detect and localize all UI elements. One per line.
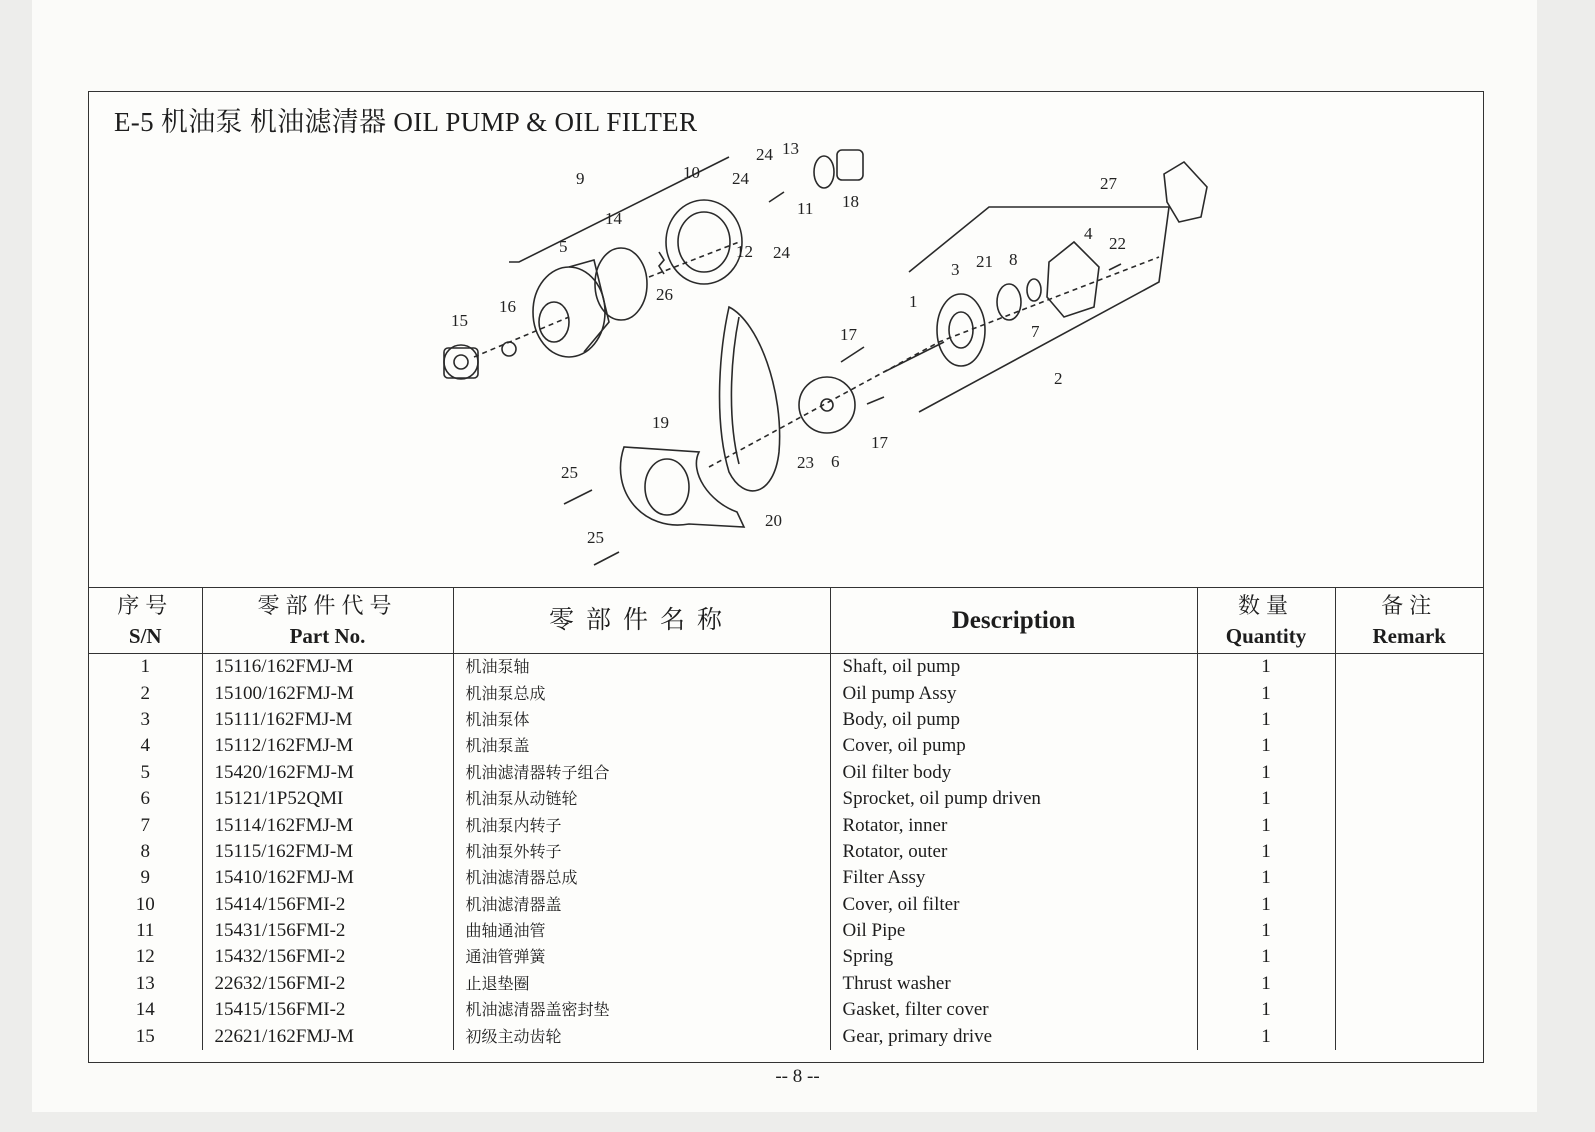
cell-part-no: 22632/156FMI-2 (202, 971, 453, 997)
svg-text:15: 15 (451, 311, 468, 330)
bracket-oil-pump (909, 207, 1169, 412)
svg-text:24: 24 (732, 169, 749, 188)
cell-part-no: 15116/162FMJ-M (202, 654, 453, 681)
oil-pump-body (937, 294, 985, 366)
bolt-17-lower (867, 397, 884, 404)
cell-part-no: 15115/162FMJ-M (202, 839, 453, 865)
svg-text:25: 25 (561, 463, 578, 482)
table-row (89, 1023, 1483, 1049)
bolt-25-lower (594, 552, 619, 565)
cell-sn: 3 (140, 708, 150, 730)
table-row (89, 760, 1483, 786)
svg-text:7: 7 (1031, 322, 1040, 341)
driven-sprocket (799, 377, 855, 433)
cell-remark (1335, 760, 1483, 786)
cell-name-cn: 初级主动齿轮 (453, 1023, 830, 1049)
cell-description: Gasket, filter cover (830, 997, 1197, 1023)
cell-sn: 2 (140, 682, 150, 704)
cell-sn: 15 (135, 1025, 155, 1047)
cell-name-cn: 机油滤清器盖 (453, 892, 830, 918)
bolt-22 (1109, 264, 1121, 270)
cell-remark (1335, 680, 1483, 706)
svg-text:10: 10 (683, 163, 700, 182)
table-row (89, 892, 1483, 918)
cell-description: Shaft, oil pump (830, 654, 1197, 681)
cell-remark (1335, 707, 1483, 733)
cell-description: Sprocket, oil pump driven (830, 786, 1197, 812)
cell-remark (1335, 865, 1483, 891)
svg-text:25: 25 (587, 528, 604, 547)
svg-text:18: 18 (842, 192, 859, 211)
cell-quantity: 1 (1197, 839, 1335, 865)
cell-quantity: 1 (1197, 944, 1335, 970)
table-row (89, 654, 1483, 681)
cell-remark (1335, 839, 1483, 865)
cell-name-cn: 通油管弹簧 (453, 944, 830, 970)
cell-sn: 4 (140, 735, 150, 757)
svg-text:21: 21 (976, 252, 993, 271)
bracket-piece-18 (837, 150, 863, 180)
cell-quantity: 1 (1197, 997, 1335, 1023)
cell-description: Oil filter body (830, 760, 1197, 786)
svg-text:16: 16 (499, 297, 516, 316)
cell-quantity: 1 (1197, 786, 1335, 812)
bolt-25-upper (564, 490, 592, 504)
svg-text:4: 4 (1084, 224, 1093, 243)
cell-sn: 5 (140, 761, 150, 783)
cell-part-no: 15414/156FMI-2 (202, 892, 453, 918)
cell-quantity: 1 (1197, 918, 1335, 944)
cell-part-no: 15111/162FMJ-M (202, 707, 453, 733)
cell-remark (1335, 971, 1483, 997)
filter-gasket (595, 248, 647, 320)
table-row (89, 997, 1483, 1023)
page-title: E-5 机油泵 机油滤清器 OIL PUMP & OIL FILTER (114, 107, 698, 137)
cell-sn: 12 (135, 946, 155, 968)
cell-quantity: 1 (1197, 680, 1335, 706)
header-remark: 备注 Remark (1335, 588, 1483, 654)
cell-sn: 7 (140, 814, 150, 836)
cell-quantity: 1 (1197, 971, 1335, 997)
cell-remark (1335, 733, 1483, 759)
svg-text:17: 17 (871, 433, 888, 452)
cell-description: Spring (830, 944, 1197, 970)
svg-text:27: 27 (1100, 174, 1117, 193)
cell-description: Filter Assy (830, 865, 1197, 891)
oil-filter-body (533, 260, 609, 357)
washer-part (502, 342, 516, 356)
header-part-no: 零部件代号 Part No. (202, 588, 453, 654)
header-sn: 序号 S/N (89, 588, 202, 654)
cell-remark (1335, 786, 1483, 812)
svg-text:26: 26 (656, 285, 673, 304)
cell-part-no: 15415/156FMI-2 (202, 997, 453, 1023)
cell-part-no: 15121/1P52QMI (202, 786, 453, 812)
cell-part-no: 15431/156FMI-2 (202, 918, 453, 944)
svg-text:1: 1 (909, 292, 918, 311)
cell-quantity: 1 (1197, 892, 1335, 918)
svg-text:3: 3 (951, 260, 960, 279)
cell-part-no: 15420/162FMJ-M (202, 760, 453, 786)
cell-description: Cover, oil pump (830, 733, 1197, 759)
cell-name-cn: 机油泵体 (453, 707, 830, 733)
oil-filter-cover (666, 200, 742, 284)
cell-part-no: 22621/162FMJ-M (202, 1023, 453, 1049)
svg-text:11: 11 (797, 199, 814, 218)
cell-sn: 6 (140, 788, 150, 810)
table-header-row (89, 588, 1483, 654)
exploded-view-diagram (89, 92, 1483, 588)
cell-quantity: 1 (1197, 760, 1335, 786)
cell-description: Oil pump Assy (830, 680, 1197, 706)
svg-text:22: 22 (1109, 234, 1126, 253)
svg-text:5: 5 (559, 237, 568, 256)
cell-name-cn: 机油泵轴 (453, 654, 830, 681)
cell-quantity: 1 (1197, 733, 1335, 759)
cell-part-no: 15432/156FMI-2 (202, 944, 453, 970)
table-row (89, 680, 1483, 706)
cell-name-cn: 止退垫圈 (453, 971, 830, 997)
svg-text:2: 2 (1054, 369, 1063, 388)
cell-quantity: 1 (1197, 1023, 1335, 1049)
bolt-17-upper (841, 347, 864, 362)
cell-quantity: 1 (1197, 654, 1335, 681)
cell-sn: 1 (140, 656, 150, 678)
cell-name-cn: 机油泵外转子 (453, 839, 830, 865)
parts-table (89, 587, 1483, 1050)
cell-name-cn: 机油泵从动链轮 (453, 786, 830, 812)
svg-text:24: 24 (773, 243, 790, 262)
cell-description: Cover, oil filter (830, 892, 1197, 918)
cell-name-cn: 机油滤清器总成 (453, 865, 830, 891)
cell-name-cn: 曲轴通油管 (453, 918, 830, 944)
page-number: -- 8 -- (775, 1066, 820, 1087)
svg-text:19: 19 (652, 413, 669, 432)
cell-quantity: 1 (1197, 707, 1335, 733)
table-row (89, 812, 1483, 838)
drive-chain (720, 307, 780, 491)
table-row (89, 865, 1483, 891)
parts-frame (88, 91, 1484, 1063)
svg-text:14: 14 (605, 209, 622, 228)
cell-remark (1335, 918, 1483, 944)
cell-name-cn: 机油滤清器转子组合 (453, 760, 830, 786)
cell-name-cn: 机油滤清器盖密封垫 (453, 997, 830, 1023)
cell-part-no: 15112/162FMJ-M (202, 733, 453, 759)
cell-sn: 10 (135, 893, 155, 915)
cell-sn: 13 (135, 972, 155, 994)
svg-text:13: 13 (782, 139, 799, 158)
cell-remark (1335, 1023, 1483, 1049)
spring-part (659, 252, 664, 274)
svg-text:23: 23 (797, 453, 814, 472)
cell-name-cn: 机油泵盖 (453, 733, 830, 759)
svg-text:12: 12 (736, 242, 753, 261)
cell-remark (1335, 812, 1483, 838)
inner-rotator (1027, 279, 1041, 301)
cell-description: Thrust washer (830, 971, 1197, 997)
cell-sn: 14 (135, 999, 155, 1021)
cell-part-no: 15100/162FMJ-M (202, 680, 453, 706)
callout-labels (451, 139, 1126, 547)
cell-sn: 9 (140, 867, 150, 889)
table-row (89, 944, 1483, 970)
cell-part-no: 15410/162FMJ-M (202, 865, 453, 891)
cell-remark (1335, 997, 1483, 1023)
header-quantity: 数量 Quantity (1197, 588, 1335, 654)
cell-name-cn: 机油泵总成 (453, 680, 830, 706)
cell-remark (1335, 944, 1483, 970)
cell-sn: 11 (136, 920, 155, 942)
svg-text:8: 8 (1009, 250, 1018, 269)
thrust-washer (814, 156, 834, 188)
header-description: Description (830, 588, 1197, 654)
cell-name-cn: 机油泵内转子 (453, 812, 830, 838)
table-row (89, 733, 1483, 759)
cell-description: Oil Pipe (830, 918, 1197, 944)
oil-pipe (769, 192, 784, 202)
cell-quantity: 1 (1197, 812, 1335, 838)
svg-text:24: 24 (756, 145, 773, 164)
cell-description: Rotator, outer (830, 839, 1197, 865)
cell-remark (1335, 892, 1483, 918)
table-row (89, 786, 1483, 812)
table-row (89, 839, 1483, 865)
oil-pump-cover (1047, 242, 1099, 317)
cell-description: Body, oil pump (830, 707, 1197, 733)
gear-primary-drive (444, 345, 478, 379)
svg-text:20: 20 (765, 511, 782, 530)
cell-remark (1335, 654, 1483, 681)
svg-text:9: 9 (576, 169, 585, 188)
header-name-cn: 零部件名称 (453, 588, 830, 654)
table-row (89, 918, 1483, 944)
svg-text:17: 17 (840, 325, 857, 344)
cell-description: Gear, primary drive (830, 1023, 1197, 1049)
cell-sn: 8 (140, 840, 150, 862)
cell-quantity: 1 (1197, 865, 1335, 891)
table-row (89, 971, 1483, 997)
cell-description: Rotator, inner (830, 812, 1197, 838)
cell-part-no: 15114/162FMJ-M (202, 812, 453, 838)
svg-text:6: 6 (831, 452, 840, 471)
part-27 (1164, 162, 1207, 222)
table-row (89, 707, 1483, 733)
